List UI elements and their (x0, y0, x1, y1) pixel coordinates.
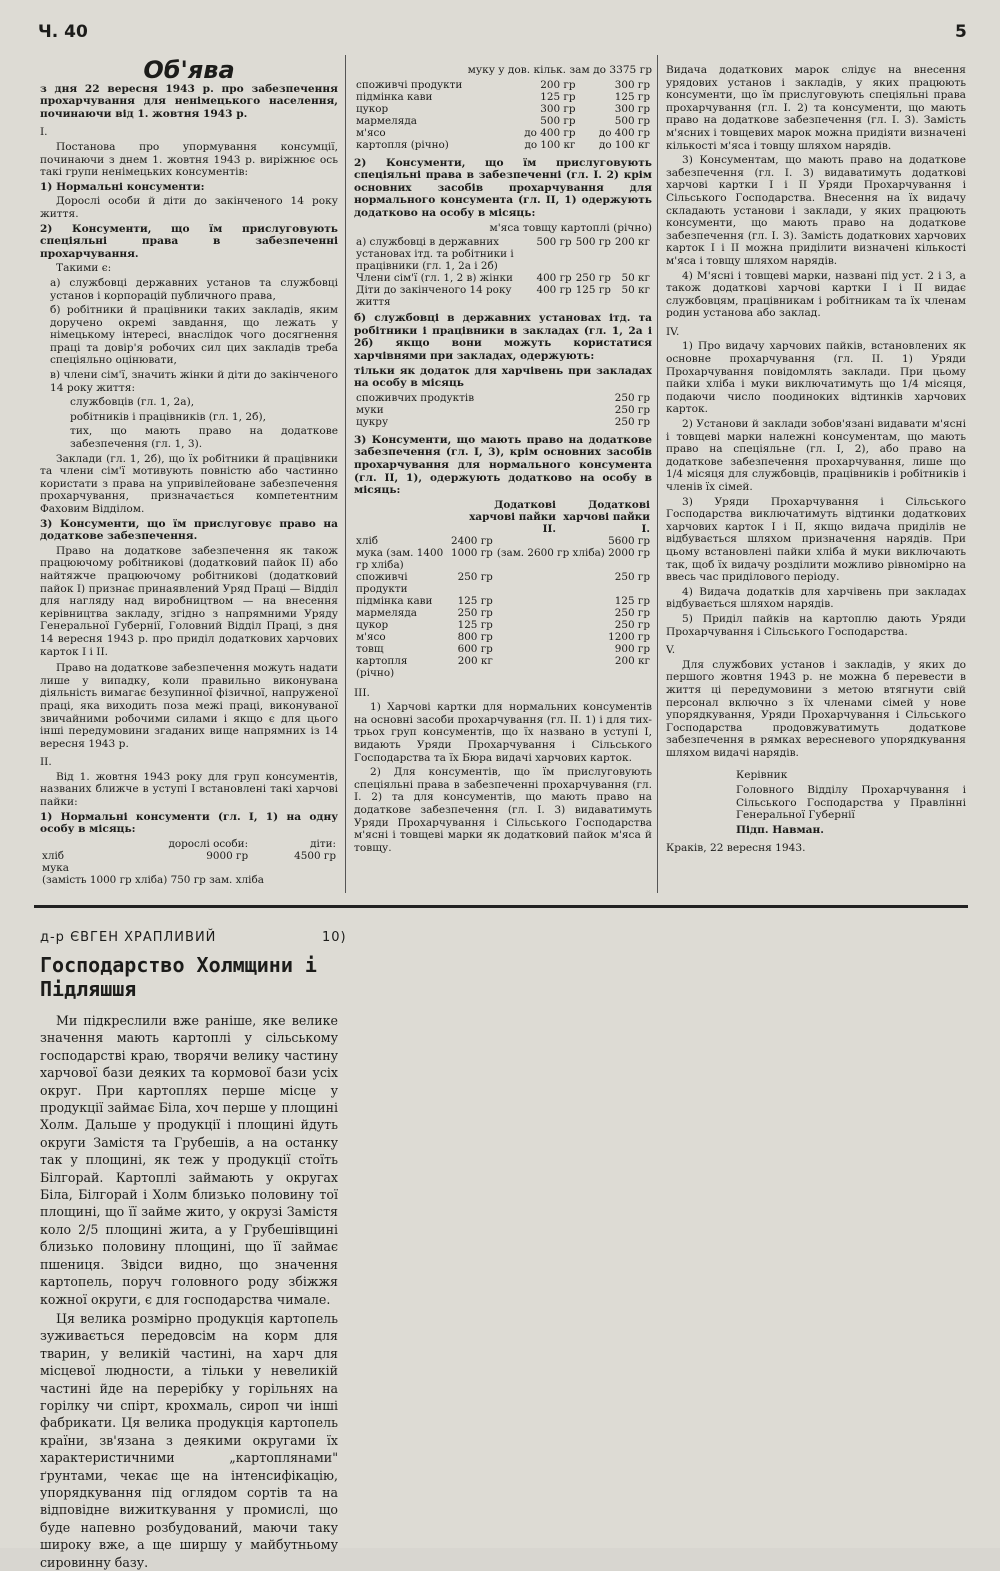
col-header: діти: (310, 837, 336, 850)
item-name: споживчих продуктів (356, 391, 475, 404)
paragraph: б) службовці в державних установах ітд. та робітники і працівники в закладах (гл. 1, 2а і 2б) якщо вони можуть користатися харчівнями при закладах, одержують: (354, 312, 652, 362)
table-row (354, 595, 652, 607)
item-value: 50 кг (621, 284, 650, 297)
item-value: до 100 кг (524, 138, 576, 151)
rations-table-1 (354, 79, 652, 151)
item-name: споживчі продукти (356, 78, 463, 91)
item-name: картопля (річно) (356, 138, 449, 151)
page-number: 5 (955, 22, 967, 42)
item-value: 250 гр (457, 570, 493, 583)
item-name: підмінка кави (356, 594, 433, 607)
item-value: 800 гр (457, 630, 493, 643)
table-row (354, 103, 652, 115)
item-value: 250 гр (614, 606, 650, 619)
item-name: мука (зам. 1400 гр хліба) (356, 546, 444, 571)
item-value: 1000 гр (450, 546, 493, 559)
item-value: 1200 гр (608, 630, 650, 643)
item-name: м'ясо (356, 126, 386, 139)
item-value: 300 гр (540, 102, 576, 115)
section-number: II. (40, 756, 52, 769)
article-column-1 (40, 1012, 338, 1570)
item-value: до 400 гр (598, 126, 650, 139)
item-value: 250 гр (575, 272, 611, 285)
item-name: мармеляда (356, 114, 417, 127)
item-value: 900 гр (614, 642, 650, 655)
date-place: Краків, 22 вересня 1943. (666, 842, 806, 855)
item-value: 300 гр (614, 78, 650, 91)
table-row (354, 392, 652, 404)
signature-title: Керівник (736, 769, 788, 782)
item-value: 500 гр (575, 236, 611, 249)
item-name: мармеляда (356, 606, 417, 619)
article-author: д-р ЄВГЕН ХРАПЛИВИЙ (40, 930, 217, 945)
table-row (354, 79, 652, 91)
item-name: а) службовці в державних установах ітд. та робітники і працівники (гл. 1, 2а і 2б) (356, 236, 514, 273)
section-number: IV. (666, 325, 680, 338)
table-row (354, 607, 652, 619)
paragraph: Для службових установ і закладів, у яких до першого жовтня 1943 р. не можна б перевести в життя ці передумовини з метою втягнути свій персонал включно з їх членами сімей у нове упорядкування, Уряди Прохарчування і Сільського Господарства продовжуватимуть додаткове забезпечення в рямках вересневого упорядкування шляхом видачі нарядів. (666, 658, 966, 759)
article-title: Господарство Холмщини і Підляшшя (40, 953, 317, 1001)
item-value: 250 гр (614, 415, 650, 428)
paragraph: б) робітники й працівники таких закладів, яким доручено окремі завдання, що лежать у німецькому інтересі, внаслідок чого досягнення праці та довір'я робочих сил цих закладів треба спеціяльно оцінювати, (50, 304, 338, 367)
item-value: до 400 гр (524, 126, 576, 139)
item-value: 2400 гр (450, 534, 493, 547)
item-value: 400 гр (536, 272, 572, 285)
section-number: I. (40, 126, 48, 139)
item-value: 400 гр (536, 284, 572, 297)
col-header: Додаткові харчові пайки II. (469, 498, 556, 535)
rations-column (354, 64, 652, 892)
announcement-subtitle: з дня 22 вересня 1943 р. про забезпечення прохарчування для ненімецького населення, починаючи від 1. жовтня 1943 р. (40, 82, 338, 120)
item-name: цукру (356, 415, 389, 428)
paragraph: 1) Нормальні консументи (гл. I, 1) на одну особу в місяць: (40, 810, 338, 836)
item-name: хліб (42, 849, 65, 862)
item-name: цукор (356, 102, 389, 115)
paragraph: 3) Консументам, що мають право на додаткове забезпечення (гл. I. 3) видаватимуть додаткові харчові картки I і II Уряди Прохарчування і Сільського Господарства. Внесення на їх видачу складають установи і заклади, у яких працюють консументи, що мають право на додаткове забезпечення (гл. I. 3). Замість додаткових харчових карток I і II можна приділити визначені кількості м'яса і товщу шляхом нарядів. (666, 154, 966, 267)
item-value: 300 гр (614, 102, 650, 115)
table-row (354, 631, 652, 643)
table-row (354, 127, 652, 139)
col-header: дорослі особи: (168, 837, 249, 850)
item-value: 200 гр (540, 78, 576, 91)
paragraph: 2) Консументи, що їм прислуговують спеціяльні права в забезпеченні прохарчування. (40, 222, 338, 260)
item-value: 250 гр (614, 618, 650, 631)
table-row (354, 643, 652, 655)
extra-rations-head (354, 499, 652, 535)
item-value: 50 кг (621, 272, 650, 285)
item-value: 500 гр (614, 114, 650, 127)
item-value: 9000 гр (206, 849, 249, 862)
article-part: 10) (322, 930, 347, 945)
issue-number: Ч. 40 (38, 22, 88, 42)
item-value: 5600 гр (608, 534, 650, 547)
paragraph: 5) Приділ пайків на картоплю дають Уряди Прохарчування і Сільського Господарства. (666, 612, 966, 638)
paragraph: 2) Установи й заклади зобов'язані видавати м'ясні і товщеві марки належні консументам, що мають право на спеціяльне (гл. I, 2), або право на додаткове забезпечення прохарчування, лише що 1/4 місяця для службовців, працівників і робітників і членів їх сімей. (666, 418, 967, 493)
paragraph: 4) М'ясні і товщеві марки, названі під уст. 2 і 3, а також додаткові харчові картки I і II видає службовцям, працівникам і робітникам та їх членам родин установа або заклад. (666, 269, 966, 320)
table-row (354, 404, 652, 416)
item-value: 250 гр (614, 403, 650, 416)
item-name: цукор (356, 618, 389, 631)
table-row (354, 547, 652, 571)
item-value: 200 кг (614, 654, 650, 667)
paragraph: в) члени сім'ї, значить жінки й діти до закінченого 14 року життя: (50, 369, 338, 394)
item-value: 4500 гр (294, 849, 336, 862)
item-name: муки (356, 403, 384, 416)
item-value: 250 гр (457, 606, 493, 619)
paragraph: Право на додаткове забезпечення як також працюючому робітникові (додатковий пайок II) або найтяжче працюючому робітникові (додатковий пайок I) признає принаявлений Уряд Праці — Відділ для нагляду над виробництвом — на внесення керівництва закладу, згідно з напрямними Уряду Генеральної Губернії, Головний Відділ Праці, з дня 14 вересня 1943 р. про приділ додаткових харчових карток I і II. (40, 544, 338, 658)
item-name: мука (42, 861, 69, 874)
item-value: 125 гр (457, 618, 493, 631)
table-row (354, 535, 652, 547)
paragraph: 1) Про видачу харчових пайків, встановлених як основне прохарчування (гл. II. 1) Уряди Прохарчування повідомлять заклади. При цьому пайки хліба і муки виключатимуть що 1/4 місяця, подаючи число поодиноких відтинків харчових карток. (666, 340, 966, 416)
rations-table-3 (354, 392, 652, 428)
table-row (354, 571, 652, 595)
paragraph: тільки як додаток для харчівень при закладах на особу в місяць (354, 364, 652, 390)
paragraph: Ми підкреслили вже раніше, яке велике значення мають картоплі у сільському господарстві краю, творячи велику частину харчової бази деяких та кормової бази усіх округ. При картоплях перше місце у продукції займає Біла, хоч перше у площині Холм. Дальше у продукції і площині йдуть округи Замістя та Грубешів, а на останку так у площині, як теж у продукції стоїть Білгорай. Картоплі займають у округах Біла, Білгорай і Холм близько половину тої площині, що її займе жито, у окрузі Замістя коло 2/5 площині жита, а у Грубешівщині близько половину площині, що її займає пшениця. Звідси видно, що значення картопель, поруч головного роду збіжжя кожної округи, є для господарства чимале. (40, 1013, 338, 1307)
item-value: 125 гр (540, 90, 576, 103)
paragraph: Видача додаткових марок слідує на внесення урядових установ і закладів, у яких працюють консументи, що їм прислуговують спеціяльні права прохарчування (гл. I. 2) та консументи, що мають право на додаткове забезпечення (гл. I. 3). Замість м'ясних і товщевих марок можна придіяти визначені кількості м'яса і товщу шляхом нарядів. (666, 64, 966, 152)
section-number: III. (354, 686, 370, 699)
item-value: 125 гр (575, 284, 611, 297)
table-row (354, 284, 652, 308)
table-head: муку у дов. кільк. зам до 3375 гр (467, 64, 652, 76)
item-name: споживчі продукти (356, 570, 408, 595)
signature-name: Підп. Навман. (736, 823, 824, 836)
paragraph: Від 1. жовтня 1943 року для груп консументів, названих ближче в уступі I встановлені такі харчові пайки: (40, 770, 338, 809)
item-value: 125 гр (614, 90, 650, 103)
paragraph: Дорослі особи й діти до закінченого 14 року життя. (40, 195, 338, 220)
paragraph: Право на додаткове забезпечення можуть надати лише у випадку, коли правильно виконувана діяльність вимагає безупинної фізичної, напруженої праці, яка виходить поза межі праці, виконуваної звичайними робочими силами і якщо є для цього інші передумовини згаданих вище напрямних із 14 вересня 1943 р. (40, 662, 338, 750)
table-row (354, 139, 652, 151)
item-value: 500 гр (540, 114, 576, 127)
table-row (354, 416, 652, 428)
announcement-column (40, 56, 338, 892)
rations-table-4 (354, 535, 652, 679)
table-row (354, 655, 652, 679)
paragraph: 2) Для консументів, що їм прислуговують спеціяльні права в забезпеченні прохарчування (гл. I. 2) та для консументів, що мають право на додаткове забезпечення (гл. I. 3) видаватимуть Уряди Прохарчування і Сільського Господарства м'ясні і товщеві марки як додатковий пайок м'яса й товщу. (354, 766, 652, 854)
paragraph: Такими є: (56, 262, 112, 275)
item-name: підмінка кави (356, 90, 433, 103)
paragraph: Ця велика розмірно продукція картопель зуживається передовсім на корм для тварин, у великій частині, на харч для місцевої людности, а тільки у невеликій частині йде на перерібку у горільнях на горілку чи спірт, крохмаль, сироп чи інші фабрикати. Ця велика продукція картопель країни, зв'язана з деякими округами їх характеристичними „картоплянами" ґрунтами, чекає ще на інтенсифікацію, упорядкування під оглядом сортів та на відповідне вижиткування у промислі, що буде напевно розбудований, маючи таку широку вже, а ще ширшу у майбутньому сировинну базу. (40, 1310, 338, 1570)
item-value: до 100 кг (598, 138, 650, 151)
paragraph: Заклади (гл. 1, 2б), що їх робітники й працівники та члени сім'ї мотивують повністю або частинно користати з права на упривілейоване забезпечення прохарчування, призначається компетентним Фаховим Відділом. (40, 452, 338, 515)
item-value: 500 гр (536, 236, 572, 249)
item-value: 600 гр (457, 642, 493, 655)
paragraph: 2) Консументи, що їм прислуговують спеціяльні права в забезпеченні (гл. I. 2) крім основних засобів прохарчування для нормального консумента (гл. II, 1) одержують додатково на особу в місяць: (354, 156, 652, 219)
paragraph: 3) Консументи, що їм прислуговує право на додаткове забезпечення. (40, 517, 338, 543)
rations-table-2 (354, 236, 652, 308)
paragraph: робітників і працівників (гл. 1, 2б), (70, 410, 267, 423)
table-row (354, 236, 652, 272)
paragraph: службовців (гл. 1, 2а), (70, 396, 195, 409)
item-value: 250 гр (614, 391, 650, 404)
table-row (354, 91, 652, 103)
table-head: м'яса товщу картоплі (річно) (489, 221, 652, 234)
item-name: Члени сім'ї (гл. 1, 2 в) жінки (356, 272, 513, 285)
paragraph: 3) Уряди Прохарчування і Сільського Господарства виключатимуть відтинки додаткових харчових карток I і II, якщо видача приділів не відбувається шляхом призначення нарядів. При цьому встановлені пайки хліба й муки виключають так, щоб їх видачу розділити можливо рівномірно на ввесь час приділового періоду. (666, 495, 966, 584)
normal-rations-table (40, 838, 338, 886)
item-note: (замість 1000 гр хліба) 750 гр зам. хліба (42, 873, 264, 886)
item-value: 125 гр (457, 594, 493, 607)
section-number: V. (666, 644, 676, 657)
paragraph: 3) Консументи, що мають право на додаткове забезпечення (гл. I, 3), крім основних засобів прохарчування для нормального консумента (гл. II, 1), одержують додатково на особу в місяць: (354, 433, 652, 497)
item-name: товщ (356, 642, 384, 655)
paragraph: а) службовці державних установ та службовці установ і корпорацій публичного права, (50, 276, 338, 302)
item-value: 200 кг (614, 236, 650, 249)
item-value: 125 гр (614, 594, 650, 607)
item-name: Діти до закінченого 14 року життя (356, 284, 512, 309)
item-name: хліб (356, 534, 379, 547)
table-row (354, 272, 652, 284)
item-name: м'ясо (356, 630, 386, 643)
table-row (354, 115, 652, 127)
item-value: 250 гр (614, 570, 650, 583)
continuation-column (666, 64, 966, 892)
paragraph: 1) Харчові картки для нормальних консументів на основні засоби прохарчування (гл. II. 1) і для тих-трьох груп консументів, що їх названо в уступі I, видають Уряди Прохарчування і Сільського Господарства та їх Бюра видачі харчових карток. (354, 701, 652, 764)
paragraph: 4) Видача додатків для харчівень при закладах відбувається шляхом нарядів. (666, 585, 966, 611)
paragraph: 1) Нормальні консументи: (40, 180, 205, 193)
col-header: Додаткові харчові пайки I. (563, 498, 650, 535)
item-value: (зам. 2600 гр хліба) 2000 гр (496, 546, 650, 559)
paragraph: Постанова про упормування консумції, починаючи з днем 1. жовтня 1943 р. виріжнює ось такі групи ненімецьких консументів: (40, 140, 338, 179)
signature-office: Головного Відділу Прохарчування і Сільського Господарства у Правлінні Генеральної Губернії (736, 784, 966, 822)
paragraph: тих, що мають право на додаткове забезпечення (гл. 1, 3). (70, 425, 338, 451)
item-name: картопля (річно) (356, 654, 408, 679)
item-value: 200 кг (457, 654, 493, 667)
table-row (354, 619, 652, 631)
announcement-title: Об'ява (143, 56, 235, 84)
